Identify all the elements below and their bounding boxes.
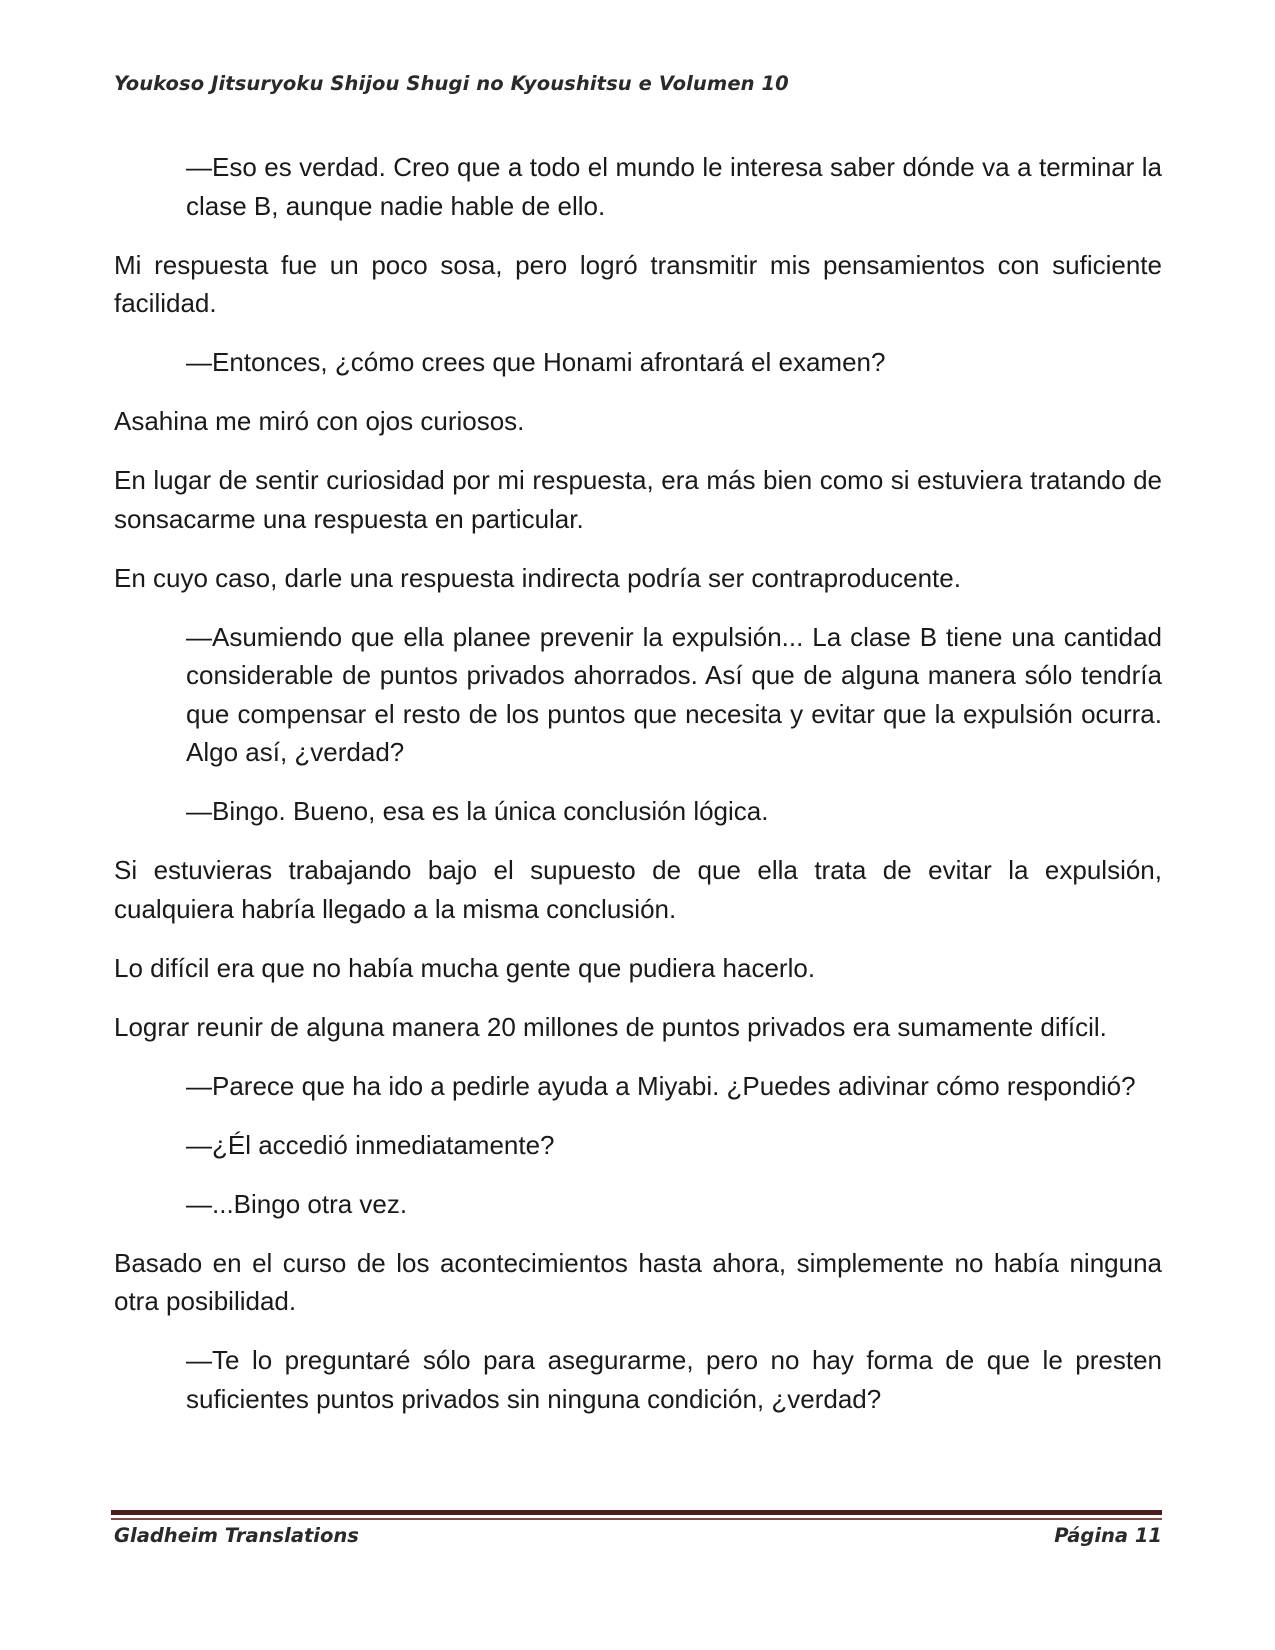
paragraph: —Parece que ha ido a pedirle ayuda a Miyabi. ¿Puedes adivinar cómo respondió? xyxy=(186,1070,1136,1101)
paragraph: —Eso es verdad. Creo que a todo el mundo le interesa saber dónde va a terminar la clase B, aunque nadie hable de ello. xyxy=(186,152,1162,221)
paragraph: —Asumiendo que ella planee prevenir la expulsión... La clase B tiene una cantidad considerable de puntos privados ahorrados. Así que de alguna manera sólo tendría que compensar el resto de los puntos que necesita y evitar que la expulsión ocurra. Algo así, ¿verdad? xyxy=(186,621,1162,767)
paragraph: Asahina me miró con ojos curiosos. xyxy=(114,406,525,436)
paragraph: En lugar de sentir curiosidad por mi respuesta, era más bien como si estuviera tratando de sonsacarme una respuesta en particular. xyxy=(114,465,1162,534)
footer-page-number: Página 11 xyxy=(1054,1524,1162,1547)
paragraph: En cuyo caso, darle una respuesta indirecta podría ser contraproducente. xyxy=(114,562,961,593)
paragraph: Lograr reunir de alguna manera 20 millones de puntos privados era sumamente difícil. xyxy=(114,1011,1107,1042)
footer-divider-thin xyxy=(111,1518,1162,1520)
paragraph: —Entonces, ¿cómo crees que Honami afrontará el examen? xyxy=(186,347,886,377)
page-body xyxy=(114,148,1162,1439)
page-header-title: Youkoso Jitsuryoku Shijou Shugi no Kyoushitsu e Volumen 10 xyxy=(114,72,789,95)
paragraph: —¿Él accedió inmediatamente? xyxy=(186,1129,555,1160)
footer-publisher: Gladheim Translations xyxy=(114,1524,359,1547)
paragraph: Lo difícil era que no había mucha gente que pudiera hacerlo. xyxy=(114,952,816,983)
paragraph: Si estuvieras trabajando bajo el supuesto de que ella trata de evitar la expulsión, cualquiera habría llegado a la misma conclusión. xyxy=(114,855,1162,924)
paragraph: —Bingo. Bueno, esa es la única conclusión lógica. xyxy=(186,796,769,826)
paragraph: —...Bingo otra vez. xyxy=(186,1188,408,1219)
paragraph: Basado en el curso de los acontecimientos hasta ahora, simplemente no había ninguna otra posibilidad. xyxy=(114,1247,1162,1316)
paragraph: Mi respuesta fue un poco sosa, pero logró transmitir mis pensamientos con suficiente facilidad. xyxy=(114,249,1162,318)
footer-divider-thick xyxy=(111,1510,1162,1515)
paragraph: —Te lo preguntaré sólo para asegurarme, pero no hay forma de que le presten suficientes puntos privados sin ninguna condición, ¿verdad? xyxy=(186,1345,1162,1414)
